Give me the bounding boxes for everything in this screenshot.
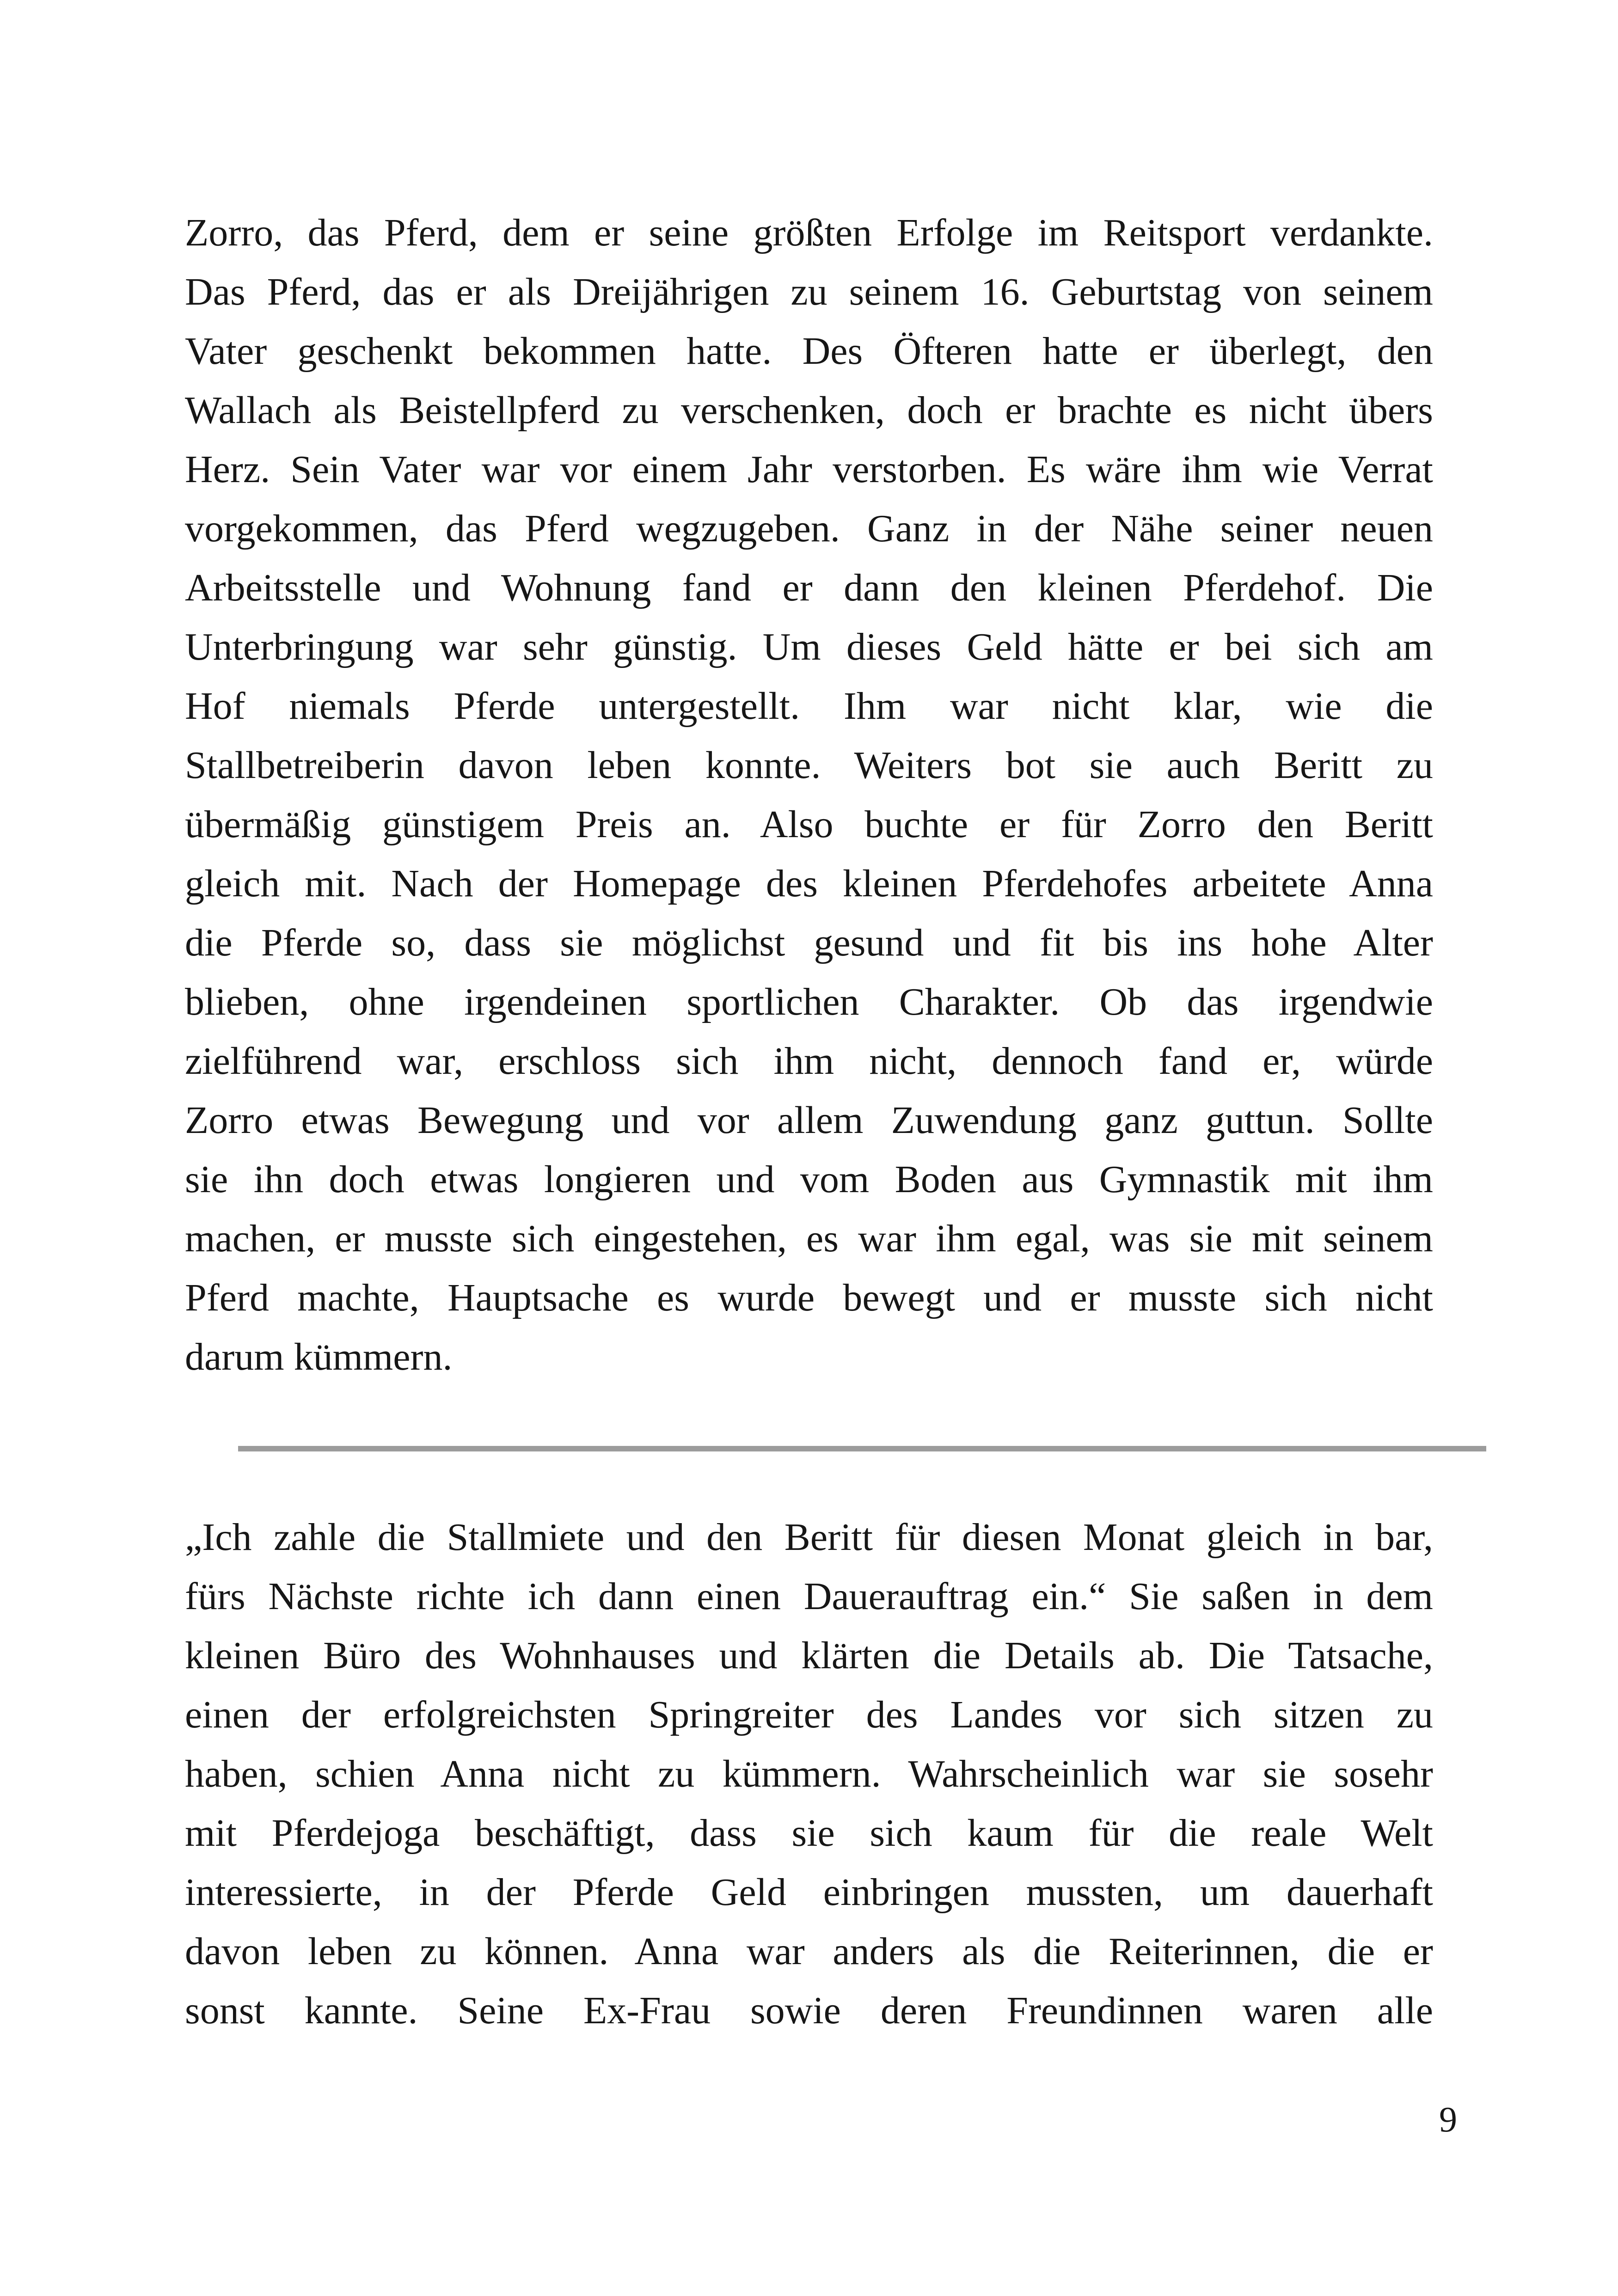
text-line: Hof niemals Pferde untergestellt. Ihm war nicht klar, wie die: [185, 685, 1433, 728]
text-line: sie ihn doch etwas longieren und vom Boden aus Gymnastik mit ihm: [185, 1158, 1433, 1201]
text-line: Unterbringung war sehr günstig. Um dieses Geld hätte er bei sich am: [185, 625, 1433, 668]
text-line: Das Pferd, das er als Dreijährigen zu seinem 16. Geburtstag von seinem: [185, 270, 1433, 313]
text-line: sonst kannte. Seine Ex-Frau sowie deren Freundinnen waren alle: [185, 1989, 1433, 2032]
text-line: Zorro etwas Bewegung und vor allem Zuwendung ganz guttun. Sollte: [185, 1099, 1433, 1142]
paragraph-2: [185, 1508, 1433, 2040]
text-line: übermäßig günstigem Preis an. Also buchte er für Zorro den Beritt: [185, 803, 1433, 846]
text-line: haben, schien Anna nicht zu kümmern. Wahrscheinlich war sie sosehr: [185, 1752, 1433, 1795]
text-line: Zorro, das Pferd, dem er seine größten Erfolge im Reitsport verdankte.: [185, 211, 1433, 254]
text-line: Wallach als Beistellpferd zu verschenken, doch er brachte es nicht übers: [185, 389, 1433, 432]
text-line: Herz. Sein Vater war vor einem Jahr verstorben. Es wäre ihm wie Verrat: [185, 448, 1433, 491]
text-line: interessierte, in der Pferde Geld einbringen mussten, um dauerhaft: [185, 1871, 1433, 1914]
text-line: „Ich zahle die Stallmiete und den Beritt für diesen Monat gleich in bar,: [185, 1516, 1433, 1559]
text-line: darum kümmern.: [185, 1335, 453, 1378]
page-number: 9: [1439, 2099, 1457, 2139]
text-line: gleich mit. Nach der Homepage des kleinen Pferdehofes arbeitete Anna: [185, 862, 1433, 905]
text-line: mit Pferdejoga beschäftigt, dass sie sich kaum für die reale Welt: [185, 1812, 1433, 1855]
text-line: vorgekommen, das Pferd wegzugeben. Ganz in der Nähe seiner neuen: [185, 507, 1433, 550]
paragraph-1: [185, 203, 1433, 1387]
text-line: fürs Nächste richte ich dann einen Dauerauftrag ein.“ Sie saßen in dem: [185, 1575, 1433, 1618]
section-divider: [238, 1446, 1486, 1451]
text-line: einen der erfolgreichsten Springreiter des Landes vor sich sitzen zu: [185, 1693, 1433, 1736]
text-line: Vater geschenkt bekommen hatte. Des Öfteren hatte er überlegt, den: [185, 330, 1433, 373]
text-line: die Pferde so, dass sie möglichst gesund und fit bis ins hohe Alter: [185, 921, 1433, 964]
text-line: machen, er musste sich eingestehen, es war ihm egal, was sie mit seinem: [185, 1217, 1433, 1260]
text-line: kleinen Büro des Wohnhauses und klärten die Details ab. Die Tatsache,: [185, 1634, 1433, 1677]
text-line: davon leben zu können. Anna war anders als die Reiterinnen, die er: [185, 1930, 1433, 1973]
text-line: blieben, ohne irgendeinen sportlichen Charakter. Ob das irgendwie: [185, 980, 1433, 1023]
text-line: Arbeitsstelle und Wohnung fand er dann den kleinen Pferdehof. Die: [185, 566, 1433, 609]
text-line: Pferd machte, Hauptsache es wurde bewegt und er musste sich nicht: [185, 1276, 1433, 1319]
text-line: zielführend war, erschloss sich ihm nicht, dennoch fand er, würde: [185, 1040, 1433, 1083]
text-line: Stallbetreiberin davon leben konnte. Weiters bot sie auch Beritt zu: [185, 744, 1433, 787]
